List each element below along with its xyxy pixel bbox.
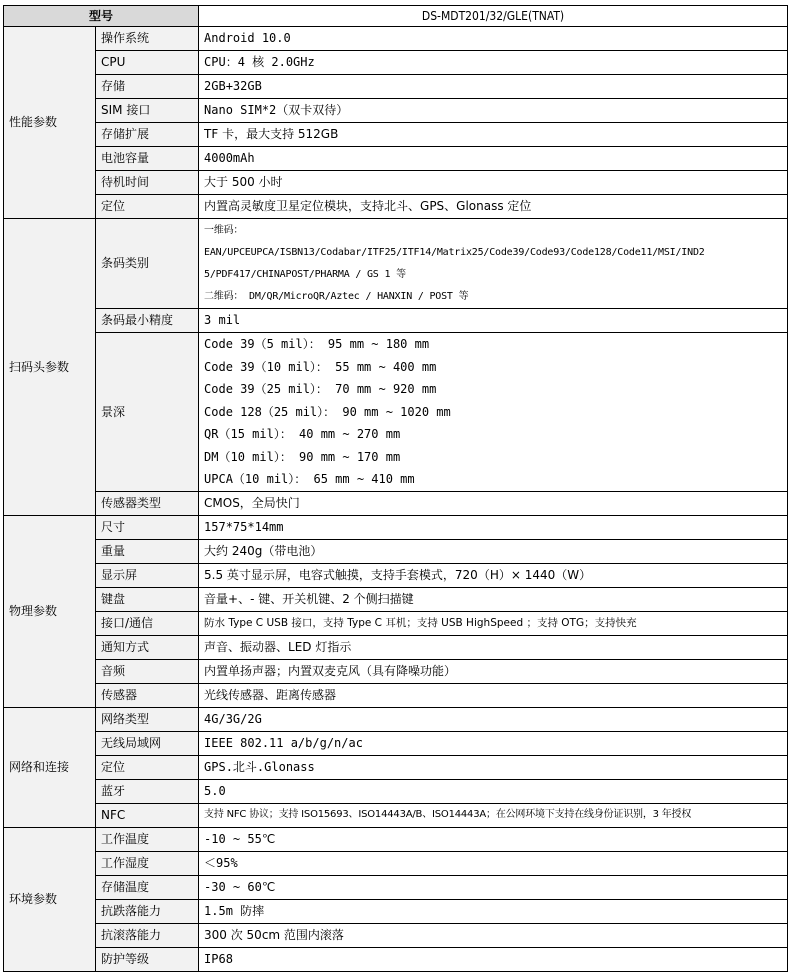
spec-label: 通知方式 [96,635,199,659]
spec-label: 尺寸 [96,515,199,539]
spec-value: 内置单扬声器；内置双麦克风（具有降噪功能） [199,659,788,683]
spec-value: Android 10.0 [199,27,788,51]
depth-line: Code 39（10 mil）： 55 mm ~ 400 mm [204,359,437,374]
spec-label: 传感器类型 [96,491,199,515]
model-value: DS-MDT201/32/GLE(TNAT) [199,6,788,27]
spec-label: 条码类别 [96,219,199,309]
spec-row [4,563,788,587]
spec-label: 操作系统 [96,27,199,51]
depth-line: Code 39（25 mil）： 70 mm ~ 920 mm [204,382,437,396]
spec-value: -10 ~ 55℃ [199,827,788,851]
depth-line: Code 128（25 mil）： 90 mm ~ 1020 mm [204,404,451,419]
spec-row [4,707,788,731]
spec-label: 工作温度 [96,827,199,851]
spec-label: 抗跌落能力 [96,899,199,923]
spec-row [4,899,788,923]
spec-label: 待机时间 [96,171,199,195]
spec-value: IEEE 802.11 a/b/g/n/ac [199,731,788,755]
spec-value: 5.5 英寸显示屏，电容式触摸，支持手套模式，720（H）× 1440（W） [199,563,788,587]
spec-value: 光线传感器、距离传感器 [199,683,788,707]
spec-label: CPU [96,51,199,75]
spec-row [4,875,788,899]
spec-label: 网络类型 [96,707,199,731]
spec-row [4,99,788,123]
spec-label: 存储温度 [96,875,199,899]
spec-row [4,147,788,171]
spec-label: 工作湿度 [96,851,199,875]
spec-row [4,309,788,333]
spec-label: 重量 [96,539,199,563]
spec-label: 抗滚落能力 [96,923,199,947]
barcode-line: 二维码： DM/QR/MicroQR/Aztec / HANXIN / POST 等 [204,290,469,302]
spec-row [4,803,788,827]
spec-row [4,731,788,755]
spec-label: 条码最小精度 [96,309,199,333]
spec-label: 接口/通信 [96,611,199,635]
spec-row [4,75,788,99]
spec-label: SIM 接口 [96,99,199,123]
barcode-line: EAN/UPCEUPCA/ISBN13/Codabar/ITF25/ITF14/Matrix25/Code39/Code93/Code128/Code11/MSI/IND2 [204,246,705,258]
spec-row [4,171,788,195]
spec-value: TF 卡，最大支持 512GB [199,123,788,147]
spec-value: 1.5m 防摔 [199,899,788,923]
depth-line: UPCA（10 mil）： 65 mm ~ 410 mm [204,472,415,486]
spec-label: 景深 [96,333,199,492]
spec-value: 2GB+32GB [199,75,788,99]
spec-value: GPS.北斗.Glonass [199,755,788,779]
barcode-types [199,219,788,309]
spec-row [4,195,788,219]
spec-value: 157*75*14mm [199,515,788,539]
spec-value: Nano SIM*2（双卡双待） [199,99,788,123]
section-physical: 物理参数 [4,515,96,707]
spec-value: 音量+、- 键、开关机键、2 个侧扫描键 [199,587,788,611]
spec-value: CPU：4 核 2.0GHz [199,51,788,75]
spec-row [4,683,788,707]
spec-label: 定位 [96,755,199,779]
spec-value: 声音、振动器、LED 灯指示 [199,635,788,659]
spec-label: 蓝牙 [96,779,199,803]
spec-value: 4000mAh [199,147,788,171]
spec-label: 无线局域网 [96,731,199,755]
spec-table [3,5,788,972]
spec-row [4,923,788,947]
spec-value: 大约 240g（带电池） [199,539,788,563]
spec-row [4,27,788,51]
spec-row [4,333,788,492]
spec-label: 防护等级 [96,947,199,971]
depth-line: QR（15 mil）： 40 mm ~ 270 mm [204,427,401,441]
spec-value: 5.0 [199,779,788,803]
spec-row [4,587,788,611]
section-performance: 性能参数 [4,27,96,219]
spec-row [4,219,788,309]
spec-row [4,515,788,539]
depth-line: DM（10 mil）： 90 mm ~ 170 mm [204,449,401,464]
spec-label: 键盘 [96,587,199,611]
barcode-line: 一维码： [204,224,244,236]
spec-value: CMOS，全局快门 [199,491,788,515]
spec-row [4,635,788,659]
spec-row [4,611,788,635]
spec-label: 存储 [96,75,199,99]
spec-value: 3 mil [199,309,788,333]
spec-value: -30 ~ 60℃ [199,875,788,899]
model-label: 型号 [4,6,199,27]
spec-row [4,755,788,779]
spec-row [4,539,788,563]
depth-line: Code 39（5 mil）： 95 mm ~ 180 mm [204,337,430,351]
spec-label: 定位 [96,195,199,219]
spec-row [4,491,788,515]
barcode-line: 5/PDF417/CHINAPOST/PHARMA / GS 1 等 [204,268,406,280]
header-row [4,6,788,27]
spec-row [4,123,788,147]
spec-row [4,779,788,803]
spec-value: 支持 NFC 协议；支持 ISO15693、ISO14443A/B、ISO14443A；在公网环境下支持在线身份证识别，3 年授权 [199,803,788,827]
section-environment: 环境参数 [4,827,96,971]
spec-row [4,659,788,683]
spec-label: NFC [96,803,199,827]
spec-label: 音频 [96,659,199,683]
spec-label: 显示屏 [96,563,199,587]
spec-label: 存储扩展 [96,123,199,147]
spec-row [4,827,788,851]
spec-value: 大于 500 小时 [199,171,788,195]
spec-value: IP68 [199,947,788,971]
spec-label: 电池容量 [96,147,199,171]
spec-value: 防水 Type C USB 接口，支持 Type C 耳机；支持 USB HighSpeed ；支持 OTG；支持快充 [199,611,788,635]
spec-row [4,947,788,971]
spec-row [4,851,788,875]
spec-label: 传感器 [96,683,199,707]
spec-value: ＜95% [199,851,788,875]
depth-of-field [199,333,788,492]
spec-row [4,51,788,75]
spec-value: 300 次 50cm 范围内滚落 [199,923,788,947]
spec-value: 内置高灵敏度卫星定位模块，支持北斗、GPS、Glonass 定位 [199,195,788,219]
spec-value: 4G/3G/2G [199,707,788,731]
section-scanner: 扫码头参数 [4,219,96,516]
section-network: 网络和连接 [4,707,96,827]
